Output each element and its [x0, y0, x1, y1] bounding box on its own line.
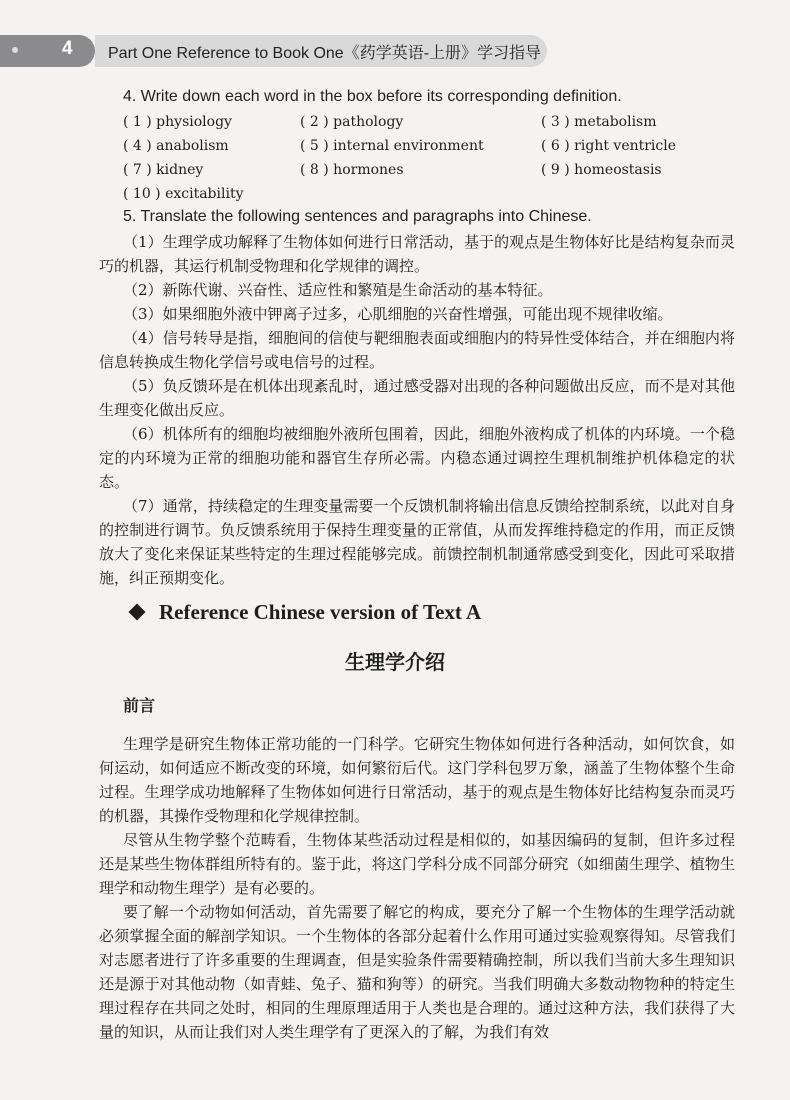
word-item: ( 3 ) metabolism [541, 114, 657, 130]
word-item: ( 2 ) pathology [300, 114, 404, 130]
word-item: ( 4 ) anabolism [123, 138, 229, 154]
translation-answer-5: （5）负反馈环是在机体出现紊乱时，通过感受器对出现的各种问题做出反应，而不是对其他生理变化做出反应。 [99, 377, 735, 419]
translation-answer-7: （7）通常，持续稳定的生理变量需要一个反馈机制将输出信息反馈给控制系统，以此对自身的控制进行调节。负反馈系统用于保持生理变量的正常值，从而发挥维持稳定的作用，而正反馈放大了变化来保证某些特定的生理过程能够完成。前馈控制机制通常感受到变化，因此可采取措施，纠正预期变化。 [99, 497, 735, 587]
diamond-bullet-icon [129, 604, 146, 621]
exercise-4-title: 4. Write down each word in the box before its corresponding definition. [123, 88, 622, 105]
bullet-dot-icon [12, 47, 18, 53]
chapter-title: 生理学介绍 [345, 650, 445, 674]
page-number-tab [0, 35, 95, 67]
word-item: ( 6 ) right ventricle [541, 138, 677, 154]
translation-answer-2: （2）新陈代谢、兴奋性、适应性和繁殖是生命活动的基本特征。 [123, 281, 553, 299]
translation-answer-3: （3）如果细胞外液中钾离子过多，心肌细胞的兴奋性增强，可能出现不规律收缩。 [123, 305, 673, 323]
body-paragraph: 要了解一个动物如何活动，首先需要了解它的构成，要充分了解一个生物体的生理学活动就必须掌握全面的解剖学知识。一个生物体的各部分起着什么作用可通过实验观察得知。尽管我们对志愿者进行了许多重要的生理调查，但是实验条件需要精确控制，所以我们当前大多生理知识还是源于对其他动物（如青蛙、兔子、猫和狗等）的研究。当我们明确大多数动物物种的特定生理过程存在共同之处时，相同的生理原理适用于人类也是合理的。通过这种方法，我们获得了大量的知识，从而让我们对人类生理学有了更深入的了解，为我们有效 [99, 903, 735, 1041]
exercise-5-title: 5. Translate the following sentences and paragraphs into Chinese. [123, 208, 592, 225]
section-heading-text: Reference Chinese version of Text A [159, 600, 482, 624]
running-header [0, 35, 790, 67]
word-item: ( 7 ) kidney [123, 162, 204, 178]
translation-answer-6: （6）机体所有的细胞均被细胞外液所包围着，因此，细胞外液构成了机体的内环境。一个稳定的内环境为正常的细胞功能和器官生存所必需。内稳态通过调控生理机制维护机体稳定的状态。 [99, 425, 735, 491]
page-number: 4 [62, 38, 73, 59]
word-item: ( 9 ) homeostasis [541, 162, 662, 178]
body-paragraph: 生理学是研究生物体正常功能的一门科学。它研究生物体如何进行各种活动，如何饮食，如何运动，如何适应不断改变的环境，如何繁衍后代。这门学科包罗万象，涵盖了生物体整个生命过程。生理学成功地解释了生物体如何进行日常活动，基于的观点是生物体好比结构复杂而灵巧的机器，其操作受物理和化学规律控制。 [99, 735, 735, 825]
word-item: ( 10 ) excitability [123, 186, 244, 202]
word-item: ( 8 ) hormones [300, 162, 404, 178]
body-paragraph: 尽管从生物学整个范畴看，生物体某些活动过程是相似的，如基因编码的复制，但许多过程还是某些生物体群组所特有的。鉴于此，将这门学科分成不同部分研究（如细菌生理学、植物生理学和动物生理学）是有必要的。 [99, 831, 735, 897]
translation-answer-4: （4）信号转导是指，细胞间的信使与靶细胞表面或细胞内的特异性受体结合，并在细胞内将信息转换成生物化学信号或电信号的过程。 [99, 329, 735, 371]
word-item: ( 5 ) internal environment [300, 138, 484, 154]
word-item: ( 1 ) physiology [123, 114, 232, 130]
header-title: Part One Reference to Book One《药学英语-上册》学习指导 [108, 45, 542, 62]
translation-answer-1: （1）生理学成功解释了生物体如何进行日常活动，基于的观点是生物体好比是结构复杂而灵巧的机器，其运行机制受物理和化学规律的调控。 [99, 233, 735, 275]
preface-heading: 前言 [123, 696, 156, 715]
